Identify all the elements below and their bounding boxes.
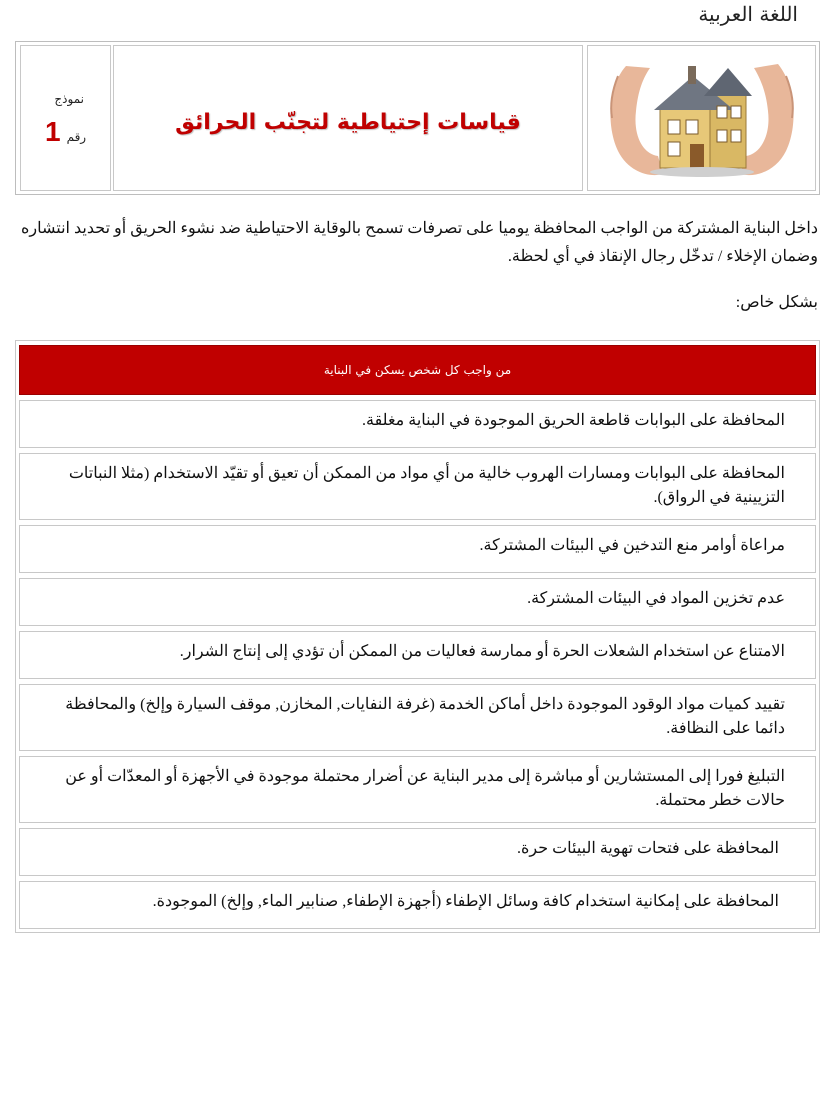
duties-list — [19, 345, 816, 929]
title-cell — [113, 45, 583, 191]
model-number-row — [45, 116, 86, 148]
model-number: 1 — [45, 116, 61, 147]
intro-paragraph: داخل البناية المشتركة من الواجب المحافظة يوميا على تصرفات تسمح بالوقاية الاحتياطية ضد نشوء الحريق أو تحديد انتشاره وضمان الإخلاء / تدخّل رجال الإنقاذ في أي لحظة. — [21, 220, 818, 265]
list-item: مراعاة أوامر منع التدخين في البيئات المشتركة. — [19, 525, 816, 573]
house-in-hands-icon — [588, 46, 815, 190]
model-label: نموذج — [54, 92, 84, 106]
model-cell — [20, 45, 111, 191]
list-item: المحافظة على فتحات تهوية البيئات حرة. — [19, 828, 816, 876]
list-item: المحافظة على البوابات ومسارات الهروب خالية من أي مواد من الممكن أن تعيق أو تقيّد الاستخدام (مثلا النباتات التزيينية في الرواق). — [19, 453, 816, 520]
duties-table — [15, 340, 820, 933]
list-item: التبليغ فورا إلى المستشارين أو مباشرة إلى مدير البناية عن أضرار محتملة موجودة في الأجهزة أو المعدّات أو عن حالات خطر محتملة. — [19, 756, 816, 823]
list-item: المحافظة على البوابات قاطعة الحريق الموجودة في البناية مغلقة. — [19, 400, 816, 448]
list-item: عدم تخزين المواد في البيئات المشتركة. — [19, 578, 816, 626]
language-title: اللغة العربية — [698, 2, 798, 26]
page-title: قياسات إحتياطية لتجنّب الحرائق — [175, 109, 521, 135]
subheading: بشكل خاص: — [735, 294, 818, 311]
list-item: الامتناع عن استخدام الشعلات الحرة أو ممارسة فعاليات من الممكن أن تؤدي إلى إنتاج الشرار. — [19, 631, 816, 679]
list-item: المحافظة على إمكانية استخدام كافة وسائل الإطفاء (أجهزة الإطفاء, صنابير الماء, وإلخ) الموجودة. — [19, 881, 816, 929]
list-item: تقييد كميات مواد الوقود الموجودة داخل أماكن الخدمة (غرفة النفايات, المخازن, موقف السيارة وإلخ) والمحافظة دائما على النظافة. — [19, 684, 816, 751]
house-in-hands-image — [587, 45, 816, 191]
duties-header: من واجب كل شخص يسكن في البناية — [19, 345, 816, 395]
model-number-label: رقم — [66, 130, 87, 144]
header-box — [15, 41, 820, 195]
